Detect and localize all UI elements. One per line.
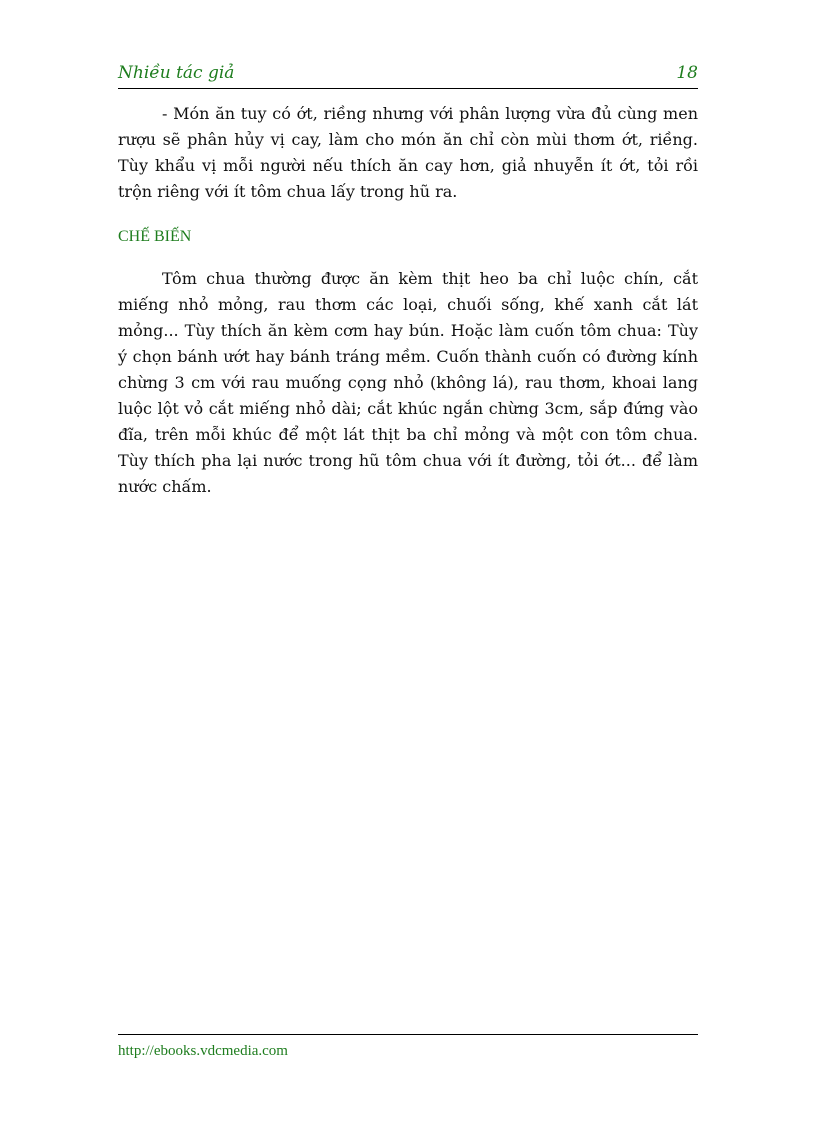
document-page (118, 0, 698, 1123)
section-title: CHẾ BIẾN (118, 228, 192, 245)
paragraph-preparation: Tôm chua thường được ăn kèm thịt heo ba chỉ luộc chín, cắt miếng nhỏ mỏng, rau thơm các loại, chuối sống, khế xanh cắt lát mỏng... Tùy thích ăn kèm cơm hay bún. Hoặc làm cuốn tôm chua: Tùy ý chọn bánh ướt hay bánh tráng mềm. Cuốn thành cuốn có đường kính chừng 3 cm với rau muống cọng nhỏ (không lá), rau thơm, khoai lang luộc lột vỏ cắt miếng nhỏ dài; cắt khúc ngắn chừng 3cm, sắp đứng vào đĩa, trên mỗi khúc để một lát thịt ba chỉ mỏng và một con tôm chua. Tùy thích pha lại nước trong hũ tôm chua với ít đường, tỏi ớt... để làm nước chấm. (118, 269, 698, 496)
footer-divider (118, 1034, 698, 1035)
footer-link[interactable]: http://ebooks.vdcmedia.com (118, 1043, 288, 1059)
paragraph-intro: - Món ăn tuy có ớt, riềng nhưng với phân lượng vừa đủ cùng men rượu sẽ phân hủy vị cay, làm cho món ăn chỉ còn mùi thơm ớt, riềng. Tùy khẩu vị mỗi người nếu thích ăn cay hơn, giả nhuyễn ít ớt, tỏi rồi trộn riêng với ít tôm chua lấy trong hũ ra. (118, 104, 698, 201)
page-header (118, 62, 698, 89)
header-author: Nhiều tác giả (118, 63, 235, 83)
header-page-number: 18 (676, 63, 698, 83)
